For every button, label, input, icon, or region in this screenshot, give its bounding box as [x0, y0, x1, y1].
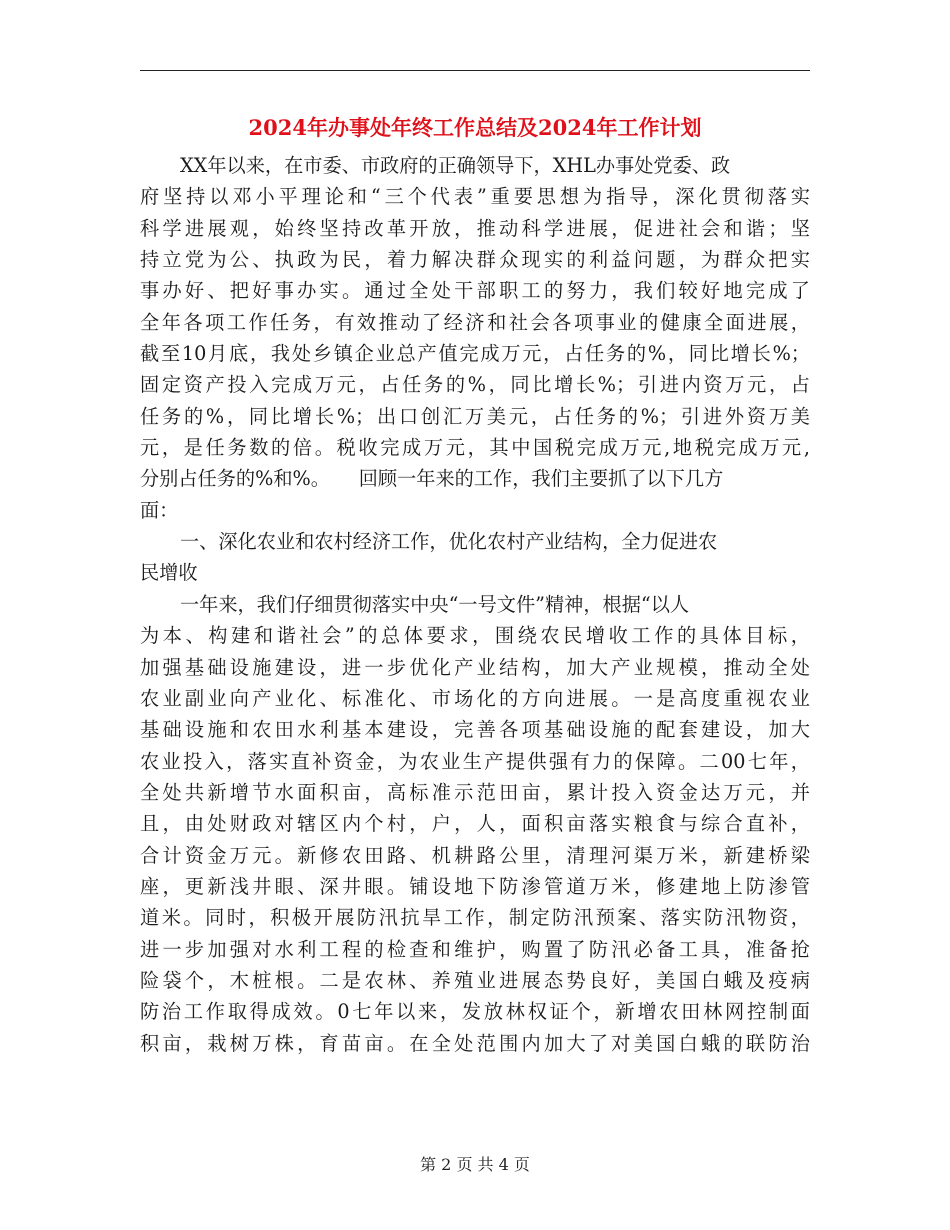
- body-line: XX年以来，在市委、市政府的正确领导下，XHL办事处党委、政: [180, 154, 731, 177]
- body-line: 任务的%，同比增长%；出口创汇万美元，占任务的%；引进外资万美: [140, 404, 810, 428]
- body-line: 基础设施和农田水利基本建设，完善各项基础设施的配套建设，加大: [140, 718, 810, 742]
- body-line: 农业投入，落实直补资金，为农业生产提供强有力的保障。二00七年，: [140, 749, 810, 773]
- body-line: 全处共新增节水面积亩，高标准示范田亩，累计投入资金达万元，并: [140, 780, 810, 804]
- header-rule: [140, 70, 810, 71]
- body-line: 进一步加强对水利工程的检查和维护，购置了防汛必备工具，准备抢: [140, 937, 810, 961]
- body-line: 事办好、把好事办实。通过全处干部职工的努力，我们较好地完成了: [140, 279, 810, 303]
- body-line: 合计资金万元。新修农田路、机耕路公里，清理河渠万米，新建桥梁: [140, 843, 810, 867]
- body-line: 固定资产投入完成万元，占任务的%，同比增长%；引进内资万元，占: [140, 373, 810, 397]
- body-line: 加强基础设施建设，进一步优化产业结构，加大产业规模，推动全处: [140, 655, 810, 679]
- body-line: 府坚持以邓小平理论和“三个代表”重要思想为指导，深化贯彻落实: [140, 185, 810, 209]
- body-line: 积亩，栽树万株，育苗亩。在全处范围内加大了对美国白蛾的联防治: [140, 1031, 810, 1055]
- section-heading-line: 一、深化农业和农村经济工作，优化农村产业结构，全力促进农: [180, 530, 718, 554]
- page-number-footer: 第 2 页 共 4 页: [420, 1155, 530, 1174]
- body-line: 一年来，我们仔细贯彻落实中央“一号文件”精神，根据“以人: [180, 592, 690, 616]
- body-line: 险袋个，木桩根。二是农林、养殖业进展态势良好，美国白蛾及疫病: [140, 968, 810, 992]
- body-line: 防治工作取得成效。0七年以来，发放林权证个，新增农田林网控制面: [140, 1000, 810, 1024]
- body-line: 截至10月底，我处乡镇企业总产值完成万元，占任务的%，同比增长%；: [140, 342, 810, 366]
- body-line: 面：: [140, 498, 179, 522]
- body-line: 持立党为公、执政为民，着力解决群众现实的利益问题，为群众把实: [140, 248, 810, 272]
- body-line: 分别占任务的%和%。 回顾一年来的工作，我们主要抓了以下几方: [140, 467, 724, 491]
- body-line: 元，是任务数的倍。税收完成万元，其中国税完成万元,地税完成万元,: [140, 436, 810, 460]
- body-line: 且，由处财政对辖区内个村，户，人，面积亩落实粮食与综合直补，: [140, 812, 810, 836]
- body-line: 全年各项工作任务，有效推动了经济和社会各项事业的健康全面进展，: [140, 310, 810, 334]
- body-line: 为本、构建和谐社会”的总体要求，围绕农民增收工作的具体目标，: [140, 624, 810, 648]
- section-heading-line: 民增收: [140, 561, 198, 585]
- body-line: 座，更新浅井眼、深井眼。铺设地下防渗管道万米，修建地上防渗管: [140, 874, 810, 898]
- document-title: 2024年办事处年终工作总结及2024年工作计划: [248, 115, 702, 140]
- body-line: 农业副业向产业化、标准化、市场化的方向进展。一是高度重视农业: [140, 686, 810, 710]
- body-line: 科学进展观，始终坚持改革开放，推动科学进展，促进社会和谐；坚: [140, 216, 810, 240]
- document-body: [140, 150, 810, 1059]
- body-line: 道米。同时，积极开展防汛抗旱工作，制定防汛预案、落实防汛物资，: [140, 906, 810, 930]
